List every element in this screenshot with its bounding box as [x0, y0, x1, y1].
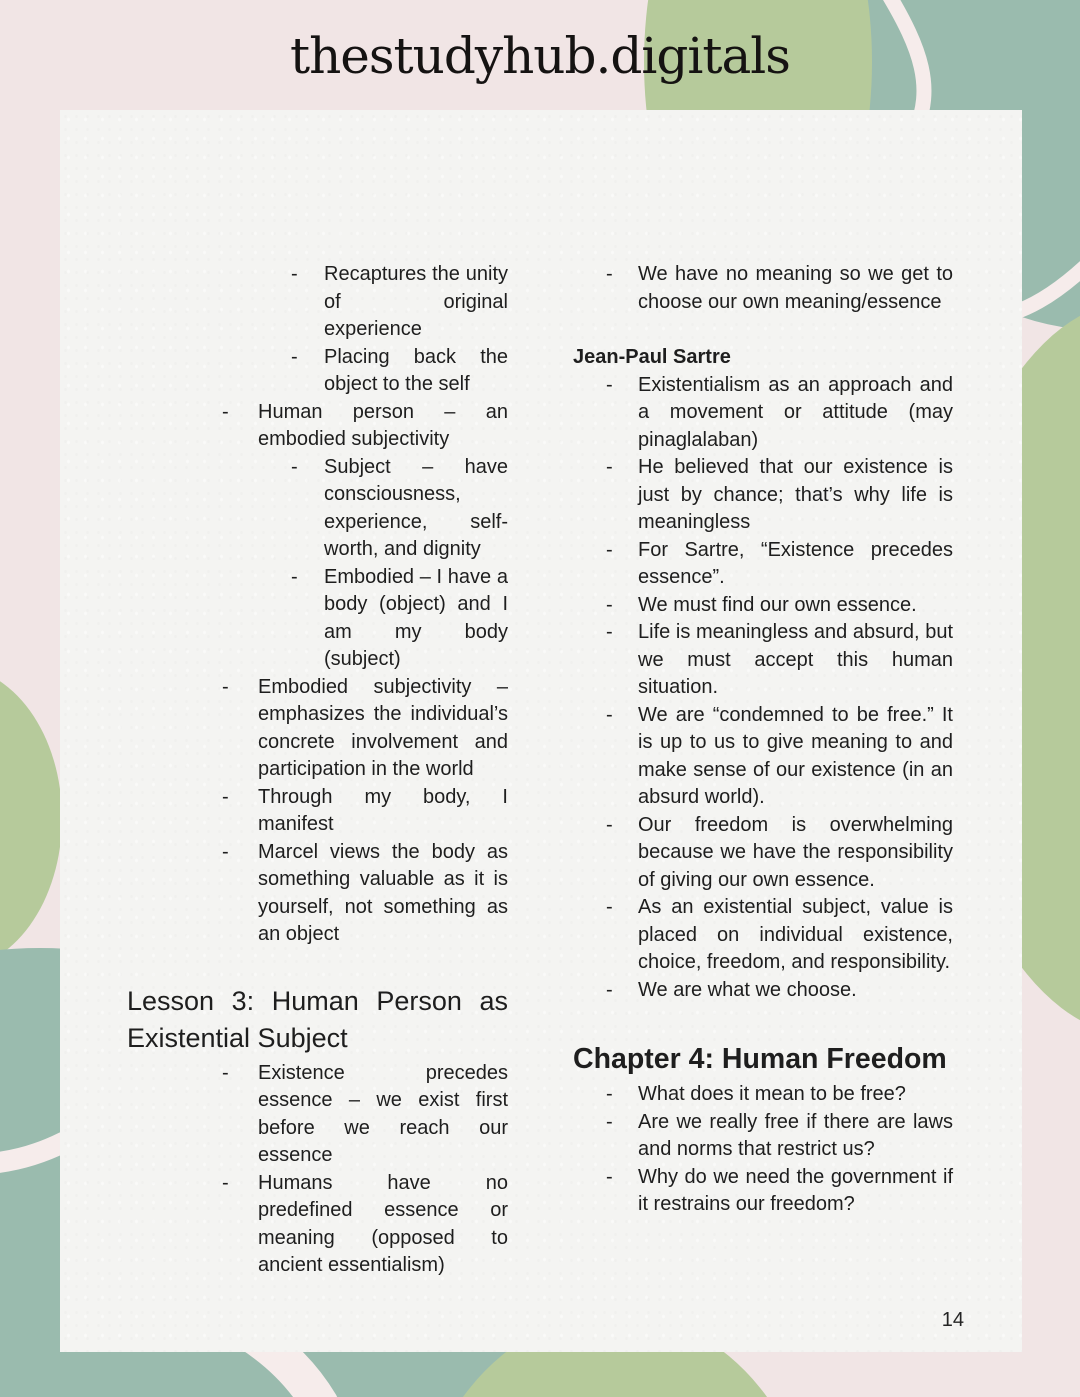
bullet-dash: -	[606, 263, 613, 285]
list-item-text: Subject – have consciousness, experience, self-worth, and dignity	[324, 455, 508, 560]
list-item	[573, 619, 953, 702]
bullet-dash: -	[291, 345, 298, 368]
notes-page	[60, 110, 1022, 1352]
bullet-dash: -	[606, 538, 613, 561]
list-item	[127, 839, 508, 949]
page-number: 14	[941, 1309, 964, 1331]
list-item	[127, 564, 508, 674]
list-item	[127, 344, 508, 399]
list-item	[127, 454, 508, 564]
bullet-dash: -	[291, 263, 298, 285]
list-item	[573, 812, 953, 895]
list-item	[573, 592, 953, 620]
list-item-text: Recaptures the unity of original experience	[324, 263, 508, 340]
list-item-text: Placing back the object to the self	[324, 345, 508, 395]
sartre-heading: Jean-Paul Sartre	[573, 346, 731, 368]
bullet-dash: -	[606, 896, 613, 918]
list-item	[127, 261, 508, 344]
list-item-text: Human person – an embodied subjectivity	[258, 400, 508, 450]
list-item	[127, 674, 508, 784]
bullet-dash: -	[606, 1165, 613, 1188]
bullet-dash: -	[606, 456, 613, 478]
list-item-text: We have no meaning so we get to choose our own meaning/essence	[638, 263, 953, 313]
bullet-dash: -	[222, 1061, 229, 1084]
list-item	[573, 261, 953, 316]
list-item-text: Embodied – I have a body (object) and I am my body (subject)	[324, 565, 508, 670]
list-item-text: As an existential subject, value is placed on individual existence, choice, freedom, and responsibility.	[638, 896, 953, 973]
list-item-text: Through my body, I manifest	[258, 785, 508, 835]
list-item-text: We are what we choose.	[638, 978, 857, 1001]
bullet-dash: -	[222, 675, 229, 698]
bullet-dash: -	[606, 593, 613, 616]
list-item-text: He believed that our existence is just by chance; that’s why life is meaningless	[638, 456, 953, 533]
list-item	[573, 1081, 953, 1109]
list-item-text: Humans have no predefined essence or meaning (opposed to ancient essentialism)	[258, 1171, 508, 1276]
list-item-text: Life is meaningless and absurd, but we must accept this human situation.	[638, 621, 953, 698]
list-item	[573, 977, 953, 1005]
bullet-dash: -	[222, 400, 229, 423]
bullet-dash: -	[606, 813, 613, 836]
list-item	[127, 784, 508, 839]
bullet-dash: -	[222, 840, 229, 863]
list-item-text: Our freedom is overwhelming because we have the responsibility of giving our own essence.	[638, 813, 953, 891]
list-item-text: Marcel views the body as something valuable as it is yourself, not something as an object	[258, 840, 508, 945]
left-column	[127, 261, 508, 1280]
chapter-heading: Chapter 4: Human Freedom	[573, 1043, 947, 1075]
list-item	[573, 454, 953, 537]
list-item-text: Embodied subjectivity – emphasizes the individual’s concrete involvement and participation in the world	[258, 675, 508, 780]
bullet-dash: -	[222, 785, 229, 808]
list-item-text: We are “condemned to be free.” It is up to us to give meaning to and make sense of our existence (in an absurd world).	[638, 703, 953, 808]
list-item	[573, 702, 953, 812]
bullet-dash: -	[606, 1083, 613, 1105]
lesson-heading: Lesson 3: Human Person as Existential Subject	[127, 985, 508, 1053]
list-item-text: For Sartre, “Existence precedes essence”.	[638, 538, 953, 588]
brand-title: thestudyhub.digitals	[290, 27, 790, 85]
bullet-dash: -	[222, 1171, 229, 1194]
list-item	[573, 537, 953, 592]
bullet-dash: -	[291, 455, 298, 478]
bullet-dash: -	[606, 621, 613, 643]
list-item	[573, 1109, 953, 1164]
right-column	[573, 261, 953, 1219]
list-item-text: Why do we need the government if it restrains our freedom?	[638, 1165, 953, 1215]
list-item	[573, 1164, 953, 1219]
bullet-dash: -	[291, 565, 298, 588]
bullet-dash: -	[606, 1110, 613, 1133]
list-item	[127, 1060, 508, 1170]
list-item-text: Are we really free if there are laws and norms that restrict us?	[638, 1110, 953, 1160]
list-item-text: What does it mean to be free?	[638, 1083, 906, 1105]
list-item-text: Existence precedes essence – we exist first before we reach our essence	[258, 1061, 508, 1166]
list-item-text: We must find our own essence.	[638, 593, 917, 616]
list-item	[573, 894, 953, 977]
bullet-dash: -	[606, 373, 613, 396]
list-item-text: Existentialism as an approach and a movement or attitude (may pinaglalaban)	[638, 373, 953, 451]
list-item	[127, 399, 508, 454]
list-item	[573, 372, 953, 455]
list-item	[127, 1170, 508, 1280]
bullet-dash: -	[606, 703, 613, 726]
bullet-dash: -	[606, 978, 613, 1001]
